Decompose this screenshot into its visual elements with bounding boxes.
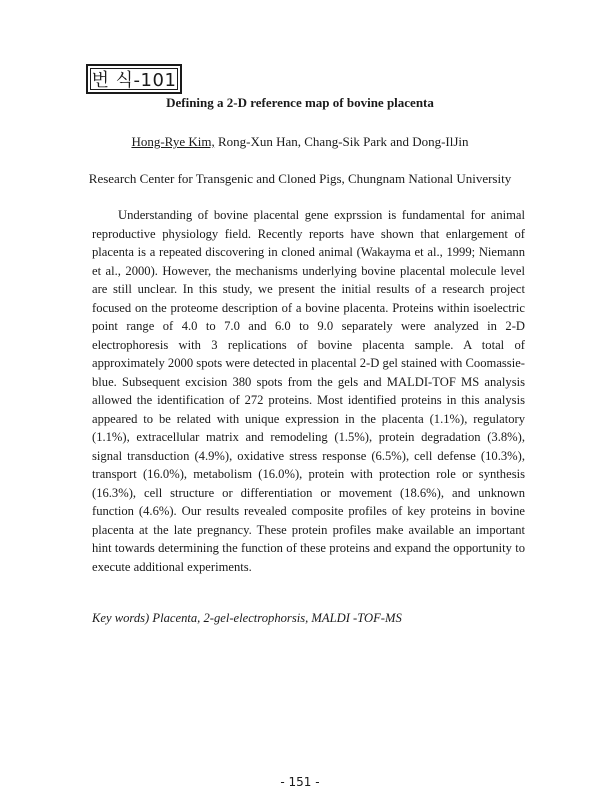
author-list: [0, 134, 600, 150]
affiliation: Research Center for Transgenic and Cloned Pigs, Chungnam National University: [88, 171, 512, 186]
co-authors: Rong-Xun Han, Chang-Sik Park and Dong-IlJin: [214, 134, 469, 149]
session-badge-label: 번 식-101: [91, 70, 177, 91]
page-number: - 151 -: [280, 775, 320, 789]
abstract-body: Understanding of bovine placental gene exprssion is fundamental for animal reproductive physiology field. Recently reports have shown that enlargement of placenta is a repeated discovering in cloned animal (Wakayma et al., 1999; Niemann et al., 2000). However, the mechanisms underlying bovine placental molecule level are still unclear. In this study, we present the initial results of a research project focused on the proteome description of a bovine placenta. Proteins within isoelectric point range of 4.0 to 7.0 and 6.0 to 9.0 separately were analyzed in 2-D electrophoresis with 3 replications of bovine placenta sample. A total of approximately 2000 spots were detected in placental 2-D gel stained with Coomassie-blue. Subsequent excision 380 spots from the gels and MALDI-TOF MS analysis allowed the identification of 272 proteins. Most identified proteins in this analysis appeared to be related with unique expression in the placenta (1.1%), regulatory (1.1%), extracellular matrix and remodeling (1.5%), protein degradation (3.8%), signal transduction (4.9%), oxidative stress response (6.5%), cell defense (10.3%), transport (16.0%), metabolism (16.0%), protein with protection role or synthesis (16.3%), cell structure or differentiation or movement (18.6%), and unknown function (4.6%). Our results revealed composite profiles of key proteins in bovine placenta at the late pregnancy. These protein profiles make available an important hint towards determining the function of these proteins and expand the opportunity to execute additional experiments.: [92, 208, 525, 574]
keywords: Key words) Placenta, 2-gel-electrophorsis, MALDI -TOF-MS: [92, 611, 402, 625]
presenting-author: Hong-Rye Kim,: [131, 134, 215, 149]
session-badge: [86, 64, 182, 94]
paper-title: Defining a 2-D reference map of bovine placenta: [166, 95, 434, 110]
